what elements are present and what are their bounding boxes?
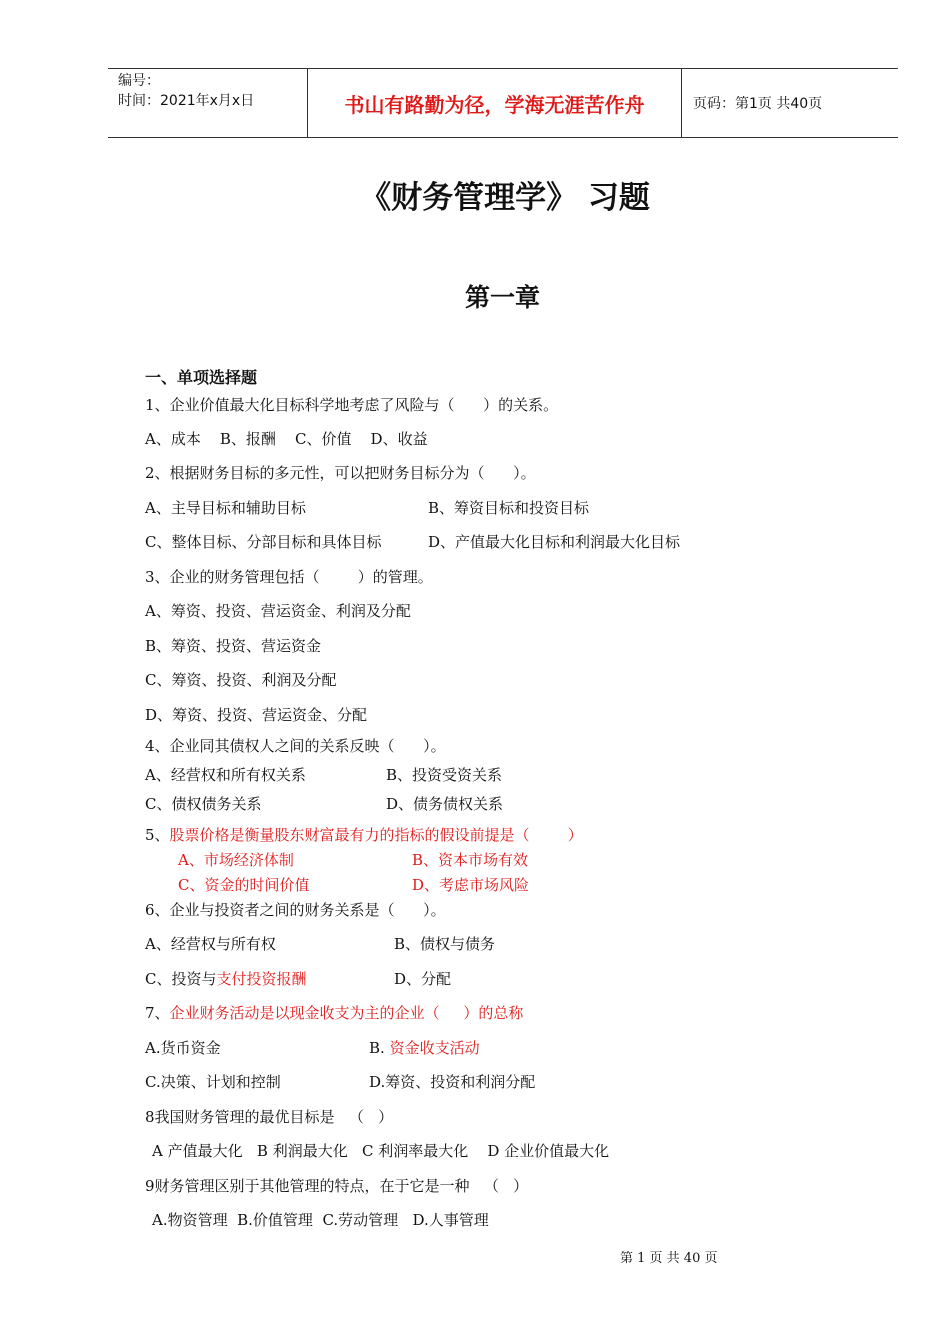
question-7-option-b-highlight: 资金收支活动 bbox=[389, 1039, 480, 1057]
question-7-option-d: D.筹资、投资和利润分配 bbox=[369, 1073, 536, 1091]
document-header bbox=[108, 68, 898, 138]
question-6: 6、企业与投资者之间的财务关系是（ ）。 bbox=[145, 901, 446, 919]
question-7-option-b-prefix: B. bbox=[369, 1039, 390, 1057]
question-7-option-c: C.决策、计划和控制 bbox=[145, 1073, 281, 1091]
question-6-option-a: A、经营权与所有权 bbox=[145, 935, 276, 953]
question-9-options: A.物资管理 B.价值管理 C.劳动管理 D.人事管理 bbox=[152, 1211, 489, 1229]
question-4-option-a: A、经营权和所有权关系 bbox=[145, 766, 306, 784]
question-3-option-a: A、筹资、投资、营运资金、利润及分配 bbox=[145, 602, 411, 620]
question-7-option-b bbox=[369, 1038, 480, 1058]
question-6-option-c-highlight: 支付投资报酬 bbox=[216, 970, 307, 988]
question-5-text: 股票价格是衡量股东财富最有力的指标的假设前提是（ ） bbox=[169, 826, 583, 844]
question-8-options: A 产值最大化 B 利润最大化 C 利润率最大化 D 企业价值最大化 bbox=[152, 1142, 610, 1160]
question-6-option-c bbox=[145, 969, 307, 989]
question-6-option-d: D、分配 bbox=[394, 970, 452, 988]
question-4-option-b: B、投资受资关系 bbox=[386, 766, 503, 784]
question-7-text: 企业财务活动是以现金收支为主的企业（ ）的总称 bbox=[169, 1004, 524, 1022]
header-motto: 书山有路勤为径，学海无涯苦作舟 bbox=[308, 69, 682, 137]
question-4-option-c: C、债权债务关系 bbox=[145, 795, 262, 813]
question-5-option-a: A、市场经济体制 bbox=[178, 851, 294, 869]
header-meta bbox=[108, 69, 308, 137]
question-1-options: A、成本 B、报酬 C、价值 D、收益 bbox=[145, 430, 428, 448]
question-1: 1、企业价值最大化目标科学地考虑了风险与（ ）的关系。 bbox=[145, 396, 559, 414]
question-5-option-c: C、资金的时间价值 bbox=[178, 876, 310, 894]
question-8: 8我国财务管理的最优目标是 （ ） bbox=[145, 1108, 394, 1126]
question-3-option-c: C、筹资、投资、利润及分配 bbox=[145, 671, 337, 689]
document-title: 《财务管理学》 习题 bbox=[360, 180, 650, 216]
question-4: 4、企业同其债权人之间的关系反映（ ）。 bbox=[145, 737, 446, 755]
question-3: 3、企业的财务管理包括（ ）的管理。 bbox=[145, 568, 433, 586]
question-5 bbox=[145, 825, 583, 845]
page-footer: 第 1 页 共 40 页 bbox=[620, 1251, 718, 1266]
question-7-number: 7、 bbox=[145, 1004, 170, 1022]
question-9: 9财务管理区别于其他管理的特点，在于它是一种 （ ） bbox=[145, 1177, 529, 1195]
question-3-option-b: B、筹资、投资、营运资金 bbox=[145, 637, 322, 655]
time-label: 时间：2021年x月x日 bbox=[118, 93, 255, 109]
question-5-number: 5、 bbox=[145, 826, 170, 844]
question-2-option-b: B、筹资目标和投资目标 bbox=[428, 499, 590, 517]
question-2-option-d: D、产值最大化目标和利润最大化目标 bbox=[428, 533, 681, 551]
question-3-option-d: D、筹资、投资、营运资金、分配 bbox=[145, 706, 368, 724]
section-heading: 一、单项选择题 bbox=[145, 368, 258, 387]
question-2-option-c: C、整体目标、分部目标和具体目标 bbox=[145, 533, 382, 551]
question-2: 2、根据财务目标的多元性，可以把财务目标分为（ ）。 bbox=[145, 464, 536, 482]
chapter-heading: 第一章 bbox=[464, 283, 540, 312]
question-4-option-d: D、债务债权关系 bbox=[386, 795, 504, 813]
question-7 bbox=[145, 1003, 523, 1023]
question-2-option-a: A、主导目标和辅助目标 bbox=[145, 499, 306, 517]
question-6-option-b: B、债权与债务 bbox=[394, 935, 496, 953]
question-6-option-c-prefix: C、投资与 bbox=[145, 970, 217, 988]
question-7-option-a: A.货币资金 bbox=[145, 1039, 221, 1057]
question-5-option-b: B、资本市场有效 bbox=[412, 851, 529, 869]
question-5-option-d: D、考虑市场风险 bbox=[412, 876, 530, 894]
number-label: 编号： bbox=[118, 73, 160, 89]
header-page-info: 页码：第1页 共40页 bbox=[693, 96, 823, 112]
